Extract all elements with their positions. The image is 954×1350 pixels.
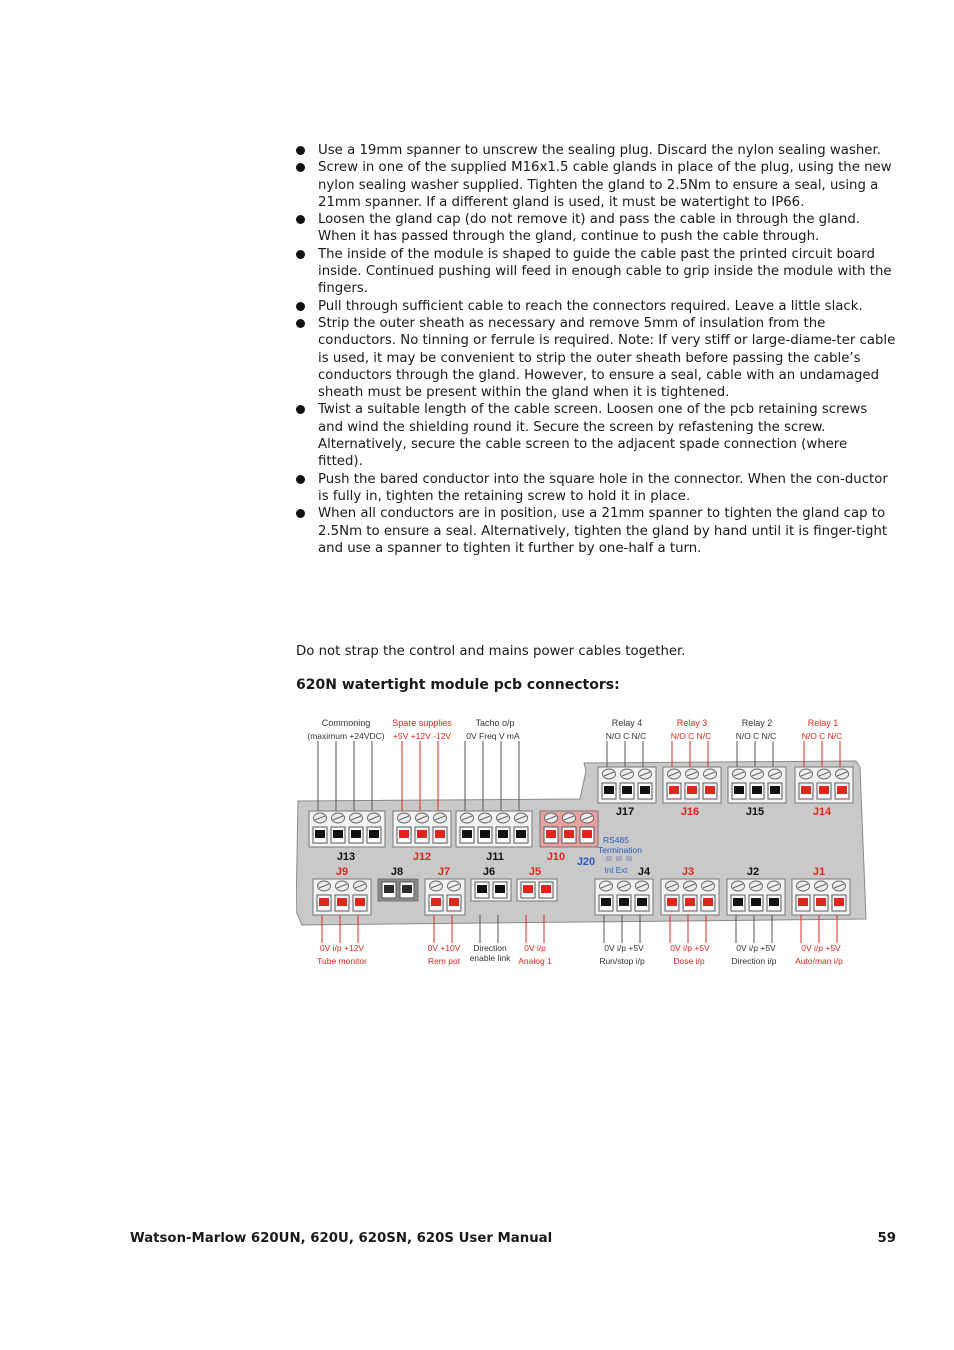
terminal-hole [384, 885, 394, 893]
connector-label-j13: J13 [336, 851, 356, 863]
connector-j15 [728, 767, 786, 803]
terminal-hole [462, 830, 472, 838]
terminal-hole [516, 830, 526, 838]
j2-function-label: Direction i/p [731, 956, 777, 966]
connector-label-j10: J10 [546, 851, 566, 863]
bullet-icon [296, 215, 305, 224]
terminal-hole [477, 885, 487, 893]
terminal-hole [819, 786, 829, 794]
relay3-pins: N/O C N/C [670, 731, 712, 741]
terminal-hole [622, 786, 632, 794]
int-ext-label: Int Ext [604, 866, 628, 875]
terminal-hole [604, 786, 614, 794]
terminal-hole [734, 786, 744, 794]
j2-pin-label: 0V i/p +5V [736, 943, 776, 953]
connector-j8 [378, 879, 418, 901]
terminal-hole [703, 898, 713, 906]
terminal-hole [523, 885, 533, 893]
list-item: Strip the outer sheath as necessary and remove 5mm of insulation from the conductors. No tinning or ferrule is required. Note: If very stiff or large-diame-ter cable is used, it may be convenient to strip the outer sheath before passing the cable’s conductors through the gland. However, to ensure a seal, cable with an undamaged sheath must be present within the gland when it is tightened. [296, 315, 896, 401]
terminal-hole [337, 898, 347, 906]
bullet-icon [296, 319, 305, 328]
terminal-hole [333, 830, 343, 838]
j5-function-label: Analog 1 [518, 956, 552, 966]
terminal-hole [601, 898, 611, 906]
connector-j7 [425, 879, 465, 915]
terminal-hole [685, 898, 695, 906]
terminal-hole [770, 786, 780, 794]
list-item: Use a 19mm spanner to unscrew the sealing plug. Discard the nylon sealing washer. [296, 142, 896, 159]
terminal-hole [369, 830, 379, 838]
manual-title: Watson-Marlow 620UN, 620U, 620SN, 620S User Manual [130, 1231, 553, 1246]
cable-note: Do not strap the control and mains power cables together. [296, 644, 686, 659]
j3-function-label: Dose i/p [673, 956, 705, 966]
terminal-hole [541, 885, 551, 893]
terminal-hole [834, 898, 844, 906]
terminal-hole [733, 898, 743, 906]
bullet-icon [296, 509, 305, 518]
j1-pin-label: 0V i/p +5V [801, 943, 841, 953]
spare-supplies-sublabel: +5V +12V -12V [392, 731, 452, 741]
pcb-connector-diagram [296, 715, 868, 971]
connector-label-j6: J6 [482, 866, 496, 878]
j9-pin-label: 0V i/p +12V [319, 943, 365, 953]
terminal-hole [315, 830, 325, 838]
terminal-hole [546, 830, 556, 838]
list-item: Loosen the gland cap (do not remove it) and pass the cable in through the gland. When it has passed through the gland, continue to push the cable through. [296, 211, 896, 246]
connector-label-j16: J16 [680, 806, 700, 818]
terminal-hole [816, 898, 826, 906]
connector-j2 [727, 879, 785, 915]
terminal-hole [498, 830, 508, 838]
connector-j17 [598, 767, 656, 803]
connector-j6 [471, 879, 511, 901]
connector-label-j9: J9 [335, 866, 349, 878]
terminal-hole [837, 786, 847, 794]
connector-label-j14: J14 [812, 806, 832, 818]
terminal-hole [801, 786, 811, 794]
connector-label-j11: J11 [486, 851, 504, 863]
rs485-termination-label: Termination [598, 845, 642, 855]
connector-j11 [456, 811, 532, 847]
terminal-hole [495, 885, 505, 893]
commoning-sublabel: (maximum +24VDC) [307, 731, 385, 741]
connector-label-j2: J2 [746, 866, 760, 878]
spare-supplies-label: Spare supplies [392, 718, 452, 728]
terminal-hole [431, 898, 441, 906]
connector-label-j17: J17 [615, 806, 635, 818]
connector-label-j1: J1 [812, 866, 826, 878]
connector-j13 [309, 811, 385, 847]
terminal-hole [449, 898, 459, 906]
relay3-label: Relay 3 [676, 718, 708, 728]
j7-pin-label: 0V +10V [427, 943, 461, 953]
j20-pins [606, 856, 632, 861]
terminal-hole [319, 898, 329, 906]
instruction-list [296, 142, 896, 557]
list-item: Push the bared conductor into the square hole in the connector. When the con-ductor is fully in, tighten the retaining screw to hold it in place. [296, 471, 896, 506]
connector-j14 [795, 767, 853, 803]
bullet-icon [296, 302, 305, 311]
connector-label-j8: J8 [390, 866, 404, 878]
relay1-pins: N/O C N/C [801, 731, 843, 741]
terminal-hole [435, 830, 445, 838]
rs485-label: RS485 [603, 835, 629, 845]
page-number: 59 [877, 1231, 896, 1246]
terminal-hole [751, 898, 761, 906]
terminal-hole [351, 830, 361, 838]
connector-j5 [517, 879, 557, 901]
terminal-hole [667, 898, 677, 906]
connector-label-j15: J15 [745, 806, 765, 818]
connector-label-j12: J12 [412, 851, 432, 863]
terminal-hole [769, 898, 779, 906]
relay2-label: Relay 2 [741, 718, 773, 728]
terminal-hole [705, 786, 715, 794]
terminal-hole [355, 898, 365, 906]
connector-j12 [393, 811, 451, 847]
terminal-hole [582, 830, 592, 838]
commoning-label: Commoning [321, 718, 371, 728]
connector-label-j20: J20 [576, 856, 596, 868]
bullet-icon [296, 146, 305, 155]
relay4-label: Relay 4 [611, 718, 643, 728]
list-item: Twist a suitable length of the cable screen. Loosen one of the pcb retaining screws and wind the shielding round it. Secure the screen by refastening the screw. Alternatively, secure the cable screen to the adjacent spade connection (where fitted). [296, 401, 896, 470]
terminal-hole [564, 830, 574, 838]
j5-pin-label: 0V i/p [524, 943, 546, 953]
j3-pin-label: 0V i/p +5V [670, 943, 710, 953]
terminal-hole [637, 898, 647, 906]
connector-label-j4: J4 [637, 866, 651, 878]
j4-pin-label: 0V i/p +5V [604, 943, 644, 953]
terminal-hole [687, 786, 697, 794]
connector-j10 [540, 811, 598, 847]
list-item: When all conductors are in position, use a 21mm spanner to tighten the gland cap to 2.5Nm to ensure a seal. Alternatively, tighten the gland by hand until it is finger-tight and use a spanner to tighten it further by one-half a turn. [296, 505, 896, 557]
j9-function-label: Tube monitor [317, 956, 367, 966]
terminal-hole [798, 898, 808, 906]
connector-j4 [595, 879, 653, 915]
section-heading: 620N watertight module pcb connectors: [296, 677, 620, 693]
tacho-label: Tacho o/p [475, 718, 515, 728]
j6-pin-label: Direction [473, 943, 507, 953]
bullet-icon [296, 475, 305, 484]
connector-label-j3: J3 [681, 866, 695, 878]
relay4-pins: N/O C N/C [605, 731, 647, 741]
j6-function-label: enable link [469, 953, 511, 963]
terminal-hole [417, 830, 427, 838]
list-item: Pull through sufficient cable to reach the connectors required. Leave a little slack. [296, 298, 896, 315]
bullet-icon [296, 250, 305, 259]
connector-j9 [313, 879, 371, 915]
terminal-hole [399, 830, 409, 838]
terminal-hole [619, 898, 629, 906]
j1-function-label: Auto/man i/p [795, 956, 843, 966]
page-footer [130, 1231, 896, 1246]
terminal-hole [669, 786, 679, 794]
connector-j16 [663, 767, 721, 803]
bullet-icon [296, 405, 305, 414]
connector-j3 [661, 879, 719, 915]
terminal-hole [402, 885, 412, 893]
list-item: Screw in one of the supplied M16x1.5 cable glands in place of the plug, using the new nylon sealing washer supplied. Tighten the gland to 2.5Nm to ensure a seal, using a 21mm spanner. If a different gland is used, it must be watertight to IP66. [296, 159, 896, 211]
terminal-hole [480, 830, 490, 838]
terminal-hole [640, 786, 650, 794]
j4-function-label: Run/stop i/p [599, 956, 645, 966]
j7-function-label: Rem pot [427, 956, 461, 966]
relay2-pins: N/O C N/C [735, 731, 777, 741]
connector-j1 [792, 879, 850, 915]
connector-label-j7: J7 [437, 866, 451, 878]
tacho-sublabel: 0V Freq V mA [466, 731, 520, 741]
relay1-label: Relay 1 [807, 718, 839, 728]
connector-label-j5: J5 [528, 866, 542, 878]
bullet-icon [296, 163, 305, 172]
list-item: The inside of the module is shaped to guide the cable past the printed circuit board inside. Continued pushing will feed in enough cable to grip inside the module with the fingers. [296, 246, 896, 298]
terminal-hole [752, 786, 762, 794]
